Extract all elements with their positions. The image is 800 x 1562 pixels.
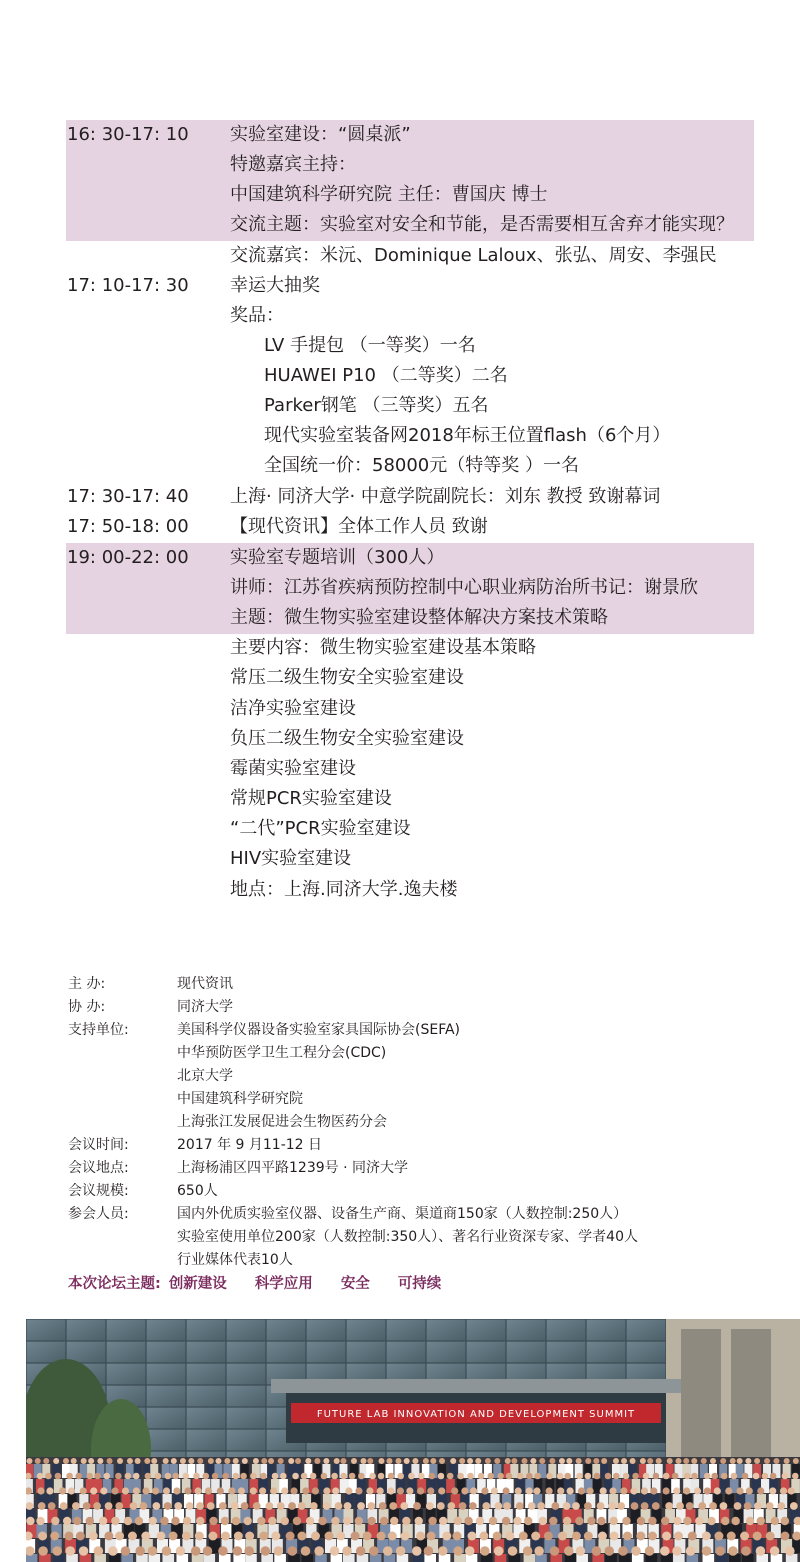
session-title: 幸运大抽奖 [230, 275, 320, 296]
session-line: HIV实验室建设 [230, 848, 352, 869]
session-line: 主题：微生物实验室建设整体解决方案技术策略 [230, 607, 608, 628]
session-line: 洁净实验室建设 [230, 698, 356, 719]
prize-item: Parker钢笔 （三等奖）五名 [264, 395, 489, 416]
session-title: 【现代资讯】全体工作人员 致谢 [230, 516, 488, 537]
session-title: 实验室建设：“圆桌派” [230, 124, 411, 145]
forum-theme-item: 可持续 [397, 1276, 442, 1292]
supporter-item: 中国建筑科学研究院 [177, 1091, 303, 1107]
forum-theme-item: 科学应用 [254, 1276, 313, 1292]
session-time: 17: 10-17: 30 [67, 275, 189, 296]
session-line: 中国建筑科学研究院 主任：曹国庆 博士 [230, 184, 548, 205]
cohost-value: 同济大学 [177, 999, 233, 1015]
session-title: 实验室专题培训（300人） [230, 547, 445, 568]
prize-item: HUAWEI P10 （二等奖）二名 [264, 365, 508, 386]
attendee-item: 行业媒体代表10人 [177, 1252, 293, 1268]
scale-value: 650人 [177, 1183, 218, 1199]
session-line: 负压二级生物安全实验室建设 [230, 728, 464, 749]
prize-item: 全国统一价：58000元（特等奖 ）一名 [264, 455, 579, 476]
forum-theme-item: 创新建设 [168, 1276, 227, 1292]
support-label: 支持单位: [68, 1022, 129, 1038]
attendees-label: 参会人员: [68, 1206, 129, 1222]
session-line: 特邀嘉宾主持： [230, 154, 356, 175]
attendee-item: 实验室使用单位200家（人数控制:350人）、著名行业资深专家、学者40人 [177, 1229, 638, 1245]
supporter-item: 美国科学仪器设备实验室家具国际协会(SEFA) [177, 1022, 460, 1038]
session-time: 16: 30-17: 10 [67, 124, 189, 145]
supporter-item: 上海张江发展促进会生物医药分会 [177, 1114, 387, 1130]
prize-item: LV 手提包 （一等奖）一名 [264, 335, 476, 356]
session-time: 19: 00-22: 00 [67, 547, 189, 568]
forum-theme-label: 本次论坛主题: [68, 1276, 161, 1292]
session-time: 17: 30-17: 40 [67, 486, 189, 507]
session-time: 17: 50-18: 00 [67, 516, 189, 537]
group-photo [26, 1319, 800, 1562]
host-value: 现代资讯 [177, 976, 233, 992]
venue-label: 会议地点: [68, 1160, 129, 1176]
date-label: 会议时间: [68, 1137, 129, 1153]
session-line: 交流主题：实验室对安全和节能，是否需要相互舍弃才能实现？ [230, 214, 734, 235]
session-line: 霉菌实验室建设 [230, 758, 356, 779]
prize-item: 现代实验室装备网2018年标王位置flash（6个月） [264, 425, 671, 446]
session-line: “二代”PCR实验室建设 [230, 818, 411, 839]
date-value: 2017 年 9 月11-12 日 [177, 1137, 323, 1153]
summit-banner-text: FUTURE LAB INNOVATION AND DEVELOPMENT SUMMIT [316, 1409, 636, 1420]
session-line: 常规PCR实验室建设 [230, 788, 392, 809]
supporter-item: 北京大学 [177, 1068, 233, 1084]
venue-value: 上海杨浦区四平路1239号 · 同济大学 [177, 1160, 408, 1176]
supporter-item: 中华预防医学卫生工程分会(CDC) [177, 1045, 387, 1061]
session-line: 交流嘉宾：米沅、Dominique Laloux、张弘、周安、李强民 [230, 245, 717, 266]
session-line: 讲师：江苏省疾病预防控制中心职业病防治所书记：谢景欣 [230, 577, 698, 598]
cohost-label: 协 办: [68, 999, 106, 1015]
host-label: 主 办: [68, 976, 106, 992]
session-line: 常压二级生物安全实验室建设 [230, 667, 464, 688]
session-line: 主要内容：微生物实验室建设基本策略 [230, 637, 536, 658]
session-line: 奖品： [230, 305, 284, 326]
session-title: 上海· 同济大学· 中意学院副院长：刘东 教授 致谢幕词 [230, 486, 661, 507]
scale-label: 会议规模: [68, 1183, 129, 1199]
forum-theme [68, 1272, 469, 1296]
forum-theme-item: 安全 [340, 1276, 370, 1292]
attendee-item: 国内外优质实验室仪器、设备生产商、渠道商150家（人数控制:250人） [177, 1206, 628, 1222]
session-line: 地点：上海.同济大学.逸夫楼 [230, 879, 458, 900]
